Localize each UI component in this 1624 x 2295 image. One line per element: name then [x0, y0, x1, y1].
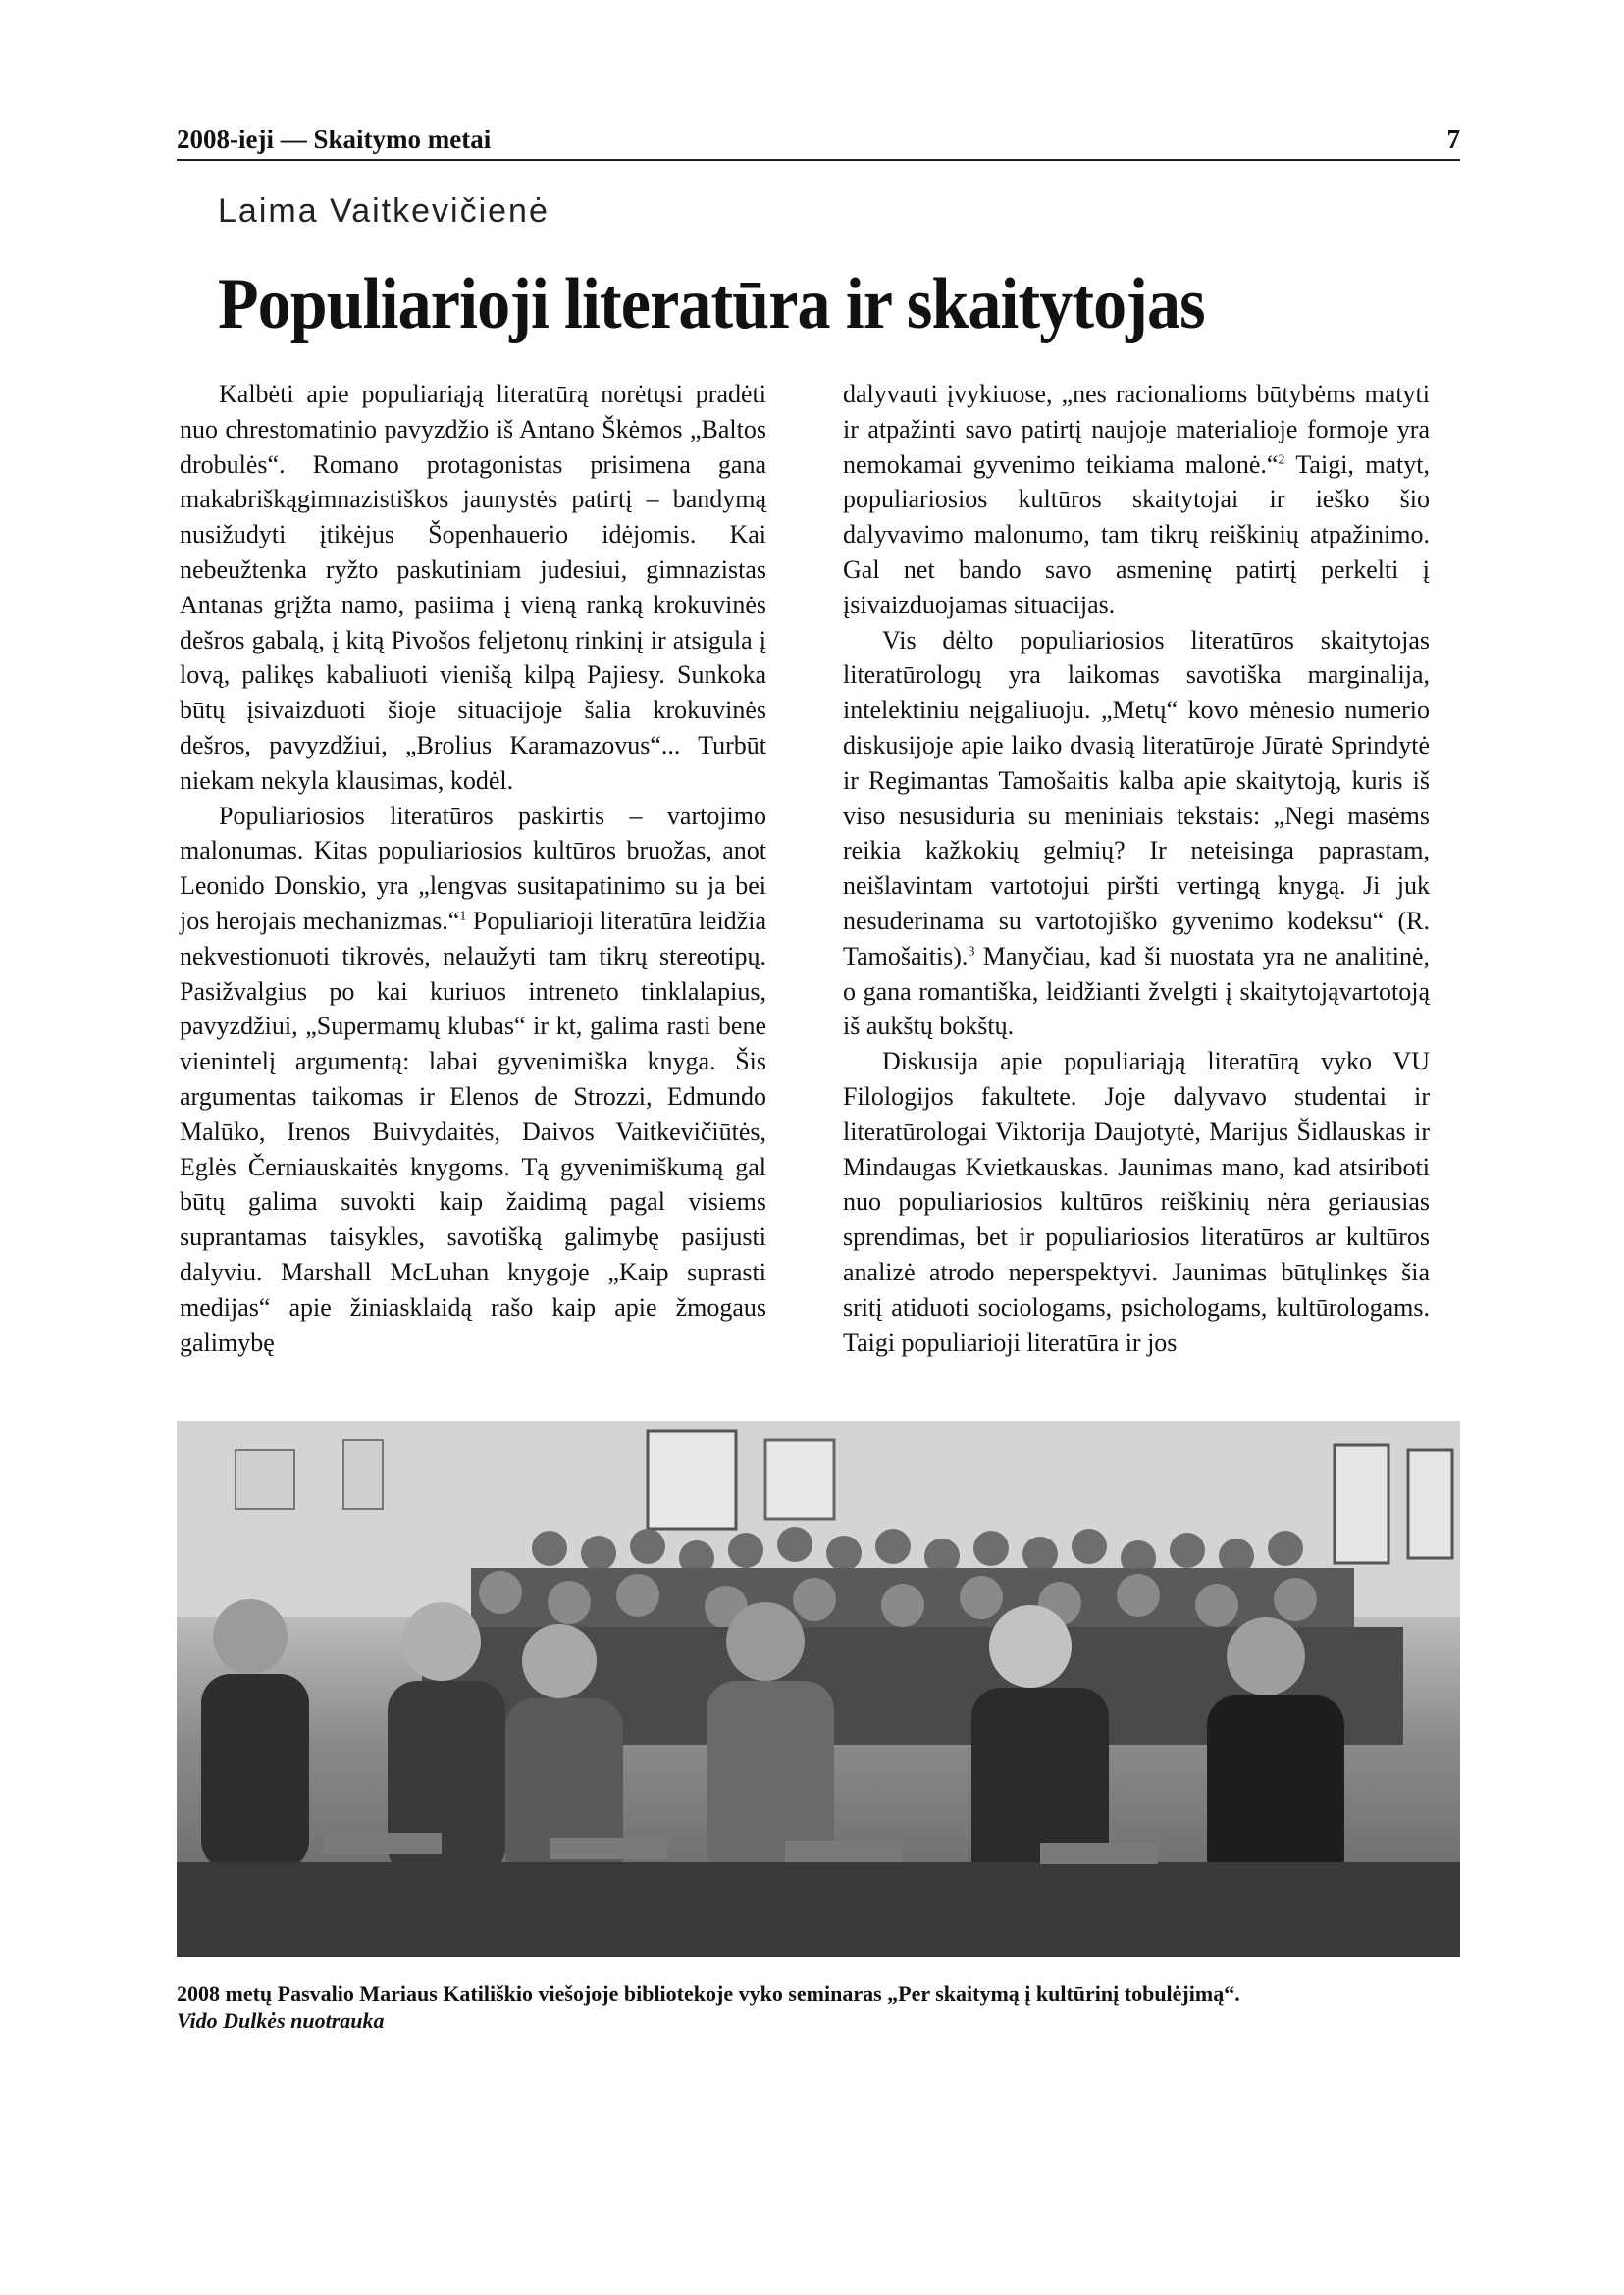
paragraph-text: Manyčiau, kad ši nuostata yra ne analitinė, o gana romantiška, leidžianti žvelgti į skaitytojąvartotoją iš aukštų bokštų. [843, 941, 1430, 1041]
paragraph-text: Populiarioji literatūra leidžia nekvestionuoti tikrovės, nelaužyti tam tikrų stereotipų. Pasižvalgius po kai kuriuos intreneto tinklalapius, pavyzdžiui, „Supermamų klubas“ ir kt, galima rasti bene vienintelį argumentą: labai gyvenimiška knyga. Šis argumentas taikomas ir Elenos de Strozzi, Edmundo Malūko, Irenos Buivydaitės, Daivos Vaitkevičiūtės, Eglės Černiauskaitės knygoms. Tą gyvenimiškumą gal būtų galima suvokti kaip žaidimą pagal visiems suprantamas taisykles, savotišką galimybę pasijusti dalyviu. Marshall McLuhan knygoje „Kaip suprasti medijas“ apie žiniasklaidą rašo kaip apie žmogaus galimybę [180, 906, 766, 1357]
photo-caption [177, 1980, 1460, 2035]
paragraph: Diskusija apie populiariąją literatūrą vyko VU Filologijos fakultete. Joje dalyvavo studentai ir literatūrologai Viktorija Daujotytė, Marijus Šidlauskas ir Mindaugas Kvietkauskas. Jaunimas mano, kad atsiriboti nuo populiariosios kultūros reiškinių nėra geriausias sprendimas, bet ir populiariosios literatūros ar kultūros analizė atrodo neperspektyvi. Jaunimas būtųlinkęs šia sritį atiduoti sociologams, psichologams, kultūrologams. Taigi populiarioji literatūra ir jos [843, 1047, 1430, 1357]
article-author: Laima Vaitkevičienė [218, 192, 550, 230]
paragraph-text: Populiariosios literatūros paskirtis – vartojimo malonumas. Kitas populiariosios kultūros bruožas, anot Leonido Donskio, yra „lengvas susitapatinimo su ja bei jos herojais mechanizmas.“ [180, 801, 766, 935]
text-column-right [843, 377, 1430, 1360]
caption-text: 2008 metų Pasvalio Mariaus Katiliškio viešojoje bibliotekoje vyko seminaras „Per skaitymą į kultūrinį tobulėjimą“. [177, 1981, 1240, 2006]
photo-credit: Vido Dulkės nuotrauka [177, 2008, 385, 2033]
audience-illustration [177, 1421, 1460, 1957]
seminar-photo [177, 1421, 1460, 1957]
paragraph [843, 377, 1430, 623]
paragraph-text: Taigi, matyt, populiariosios kultūros skaitytojai ir ieško šio dalyvavimo malonumo, tam tikrų reiškinių atpažinimo. Gal net bando savo asmeninę patirtį perkelti į įsivaizduojamas situacijas. [843, 449, 1430, 619]
page-number: 7 [1446, 125, 1460, 154]
paragraph [180, 799, 766, 1361]
paragraph-text: Vis dėlto populiariosios literatūros skaitytojas literatūrologų yra laikomas savotiška marginalija, intelektiniu neįgaliuoju. „Metų“ kovo mėnesio numerio diskusijoje apie laiko dvasią literatūroje Jūratė Sprindytė ir Regimantas Tamošaitis kalba apie skaitytoją, kuris iš viso nesusiduria su meniniais tekstais: „Negi masėms reikia kažkokių gelmių? Ir neteisinga paprastam, neišlavintam vartotojui piršti vertingą knygą. Ji juk nesuderinama su vartotojiško gyvenimo kodeksu“ (R. Tamošaitis). [843, 625, 1430, 970]
paragraph [843, 623, 1430, 1045]
paragraph: Kalbėti apie populiariąją literatūrą norėtųsi pradėti nuo chrestomatinio pavyzdžio iš Antano Škėmos „Baltos drobulės“. Romano protagonistas prisimena gana makabriškągimnazistiškos jaunystės patirtį – bandymą nusižudyti įtikėjus Šopenhauerio idėjomis. Kai nebeužtenka ryžto paskutiniam judesiui, gimnazistas Antanas grįžta namo, pasiima į vieną ranką krokuvinės dešros gabalą, į kitą Pivošos feljetonų rinkinį ir atsigula į lovą, palikęs kabaliuoti vienišą kilpą Pajiesy. Sunkoka būtų įsivaizduoti šioje situacijoje šalia krokuvinės dešros, pavyzdžiui, „Brolius Karamazovus“... Turbūt niekam nekyla klausimas, kodėl. [180, 380, 766, 795]
footnote-mark: 3 [968, 944, 975, 960]
running-title: 2008-ieji — Skaitymo metai [177, 125, 492, 154]
footnote-mark: 1 [459, 909, 467, 924]
text-column-left [180, 377, 766, 1360]
running-header [177, 116, 1460, 161]
footnote-mark: 2 [1278, 451, 1285, 467]
paragraph-text: dalyvauti įvykiuose, „nes racionalioms būtybėms matyti ir atpažinti savo patirtį naujoje materialioje formoje yra nemokamai gyvenimo teikiama malonė.“ [843, 380, 1430, 479]
article-title: Populiarioji literatūra ir skaitytojas [218, 264, 1205, 344]
